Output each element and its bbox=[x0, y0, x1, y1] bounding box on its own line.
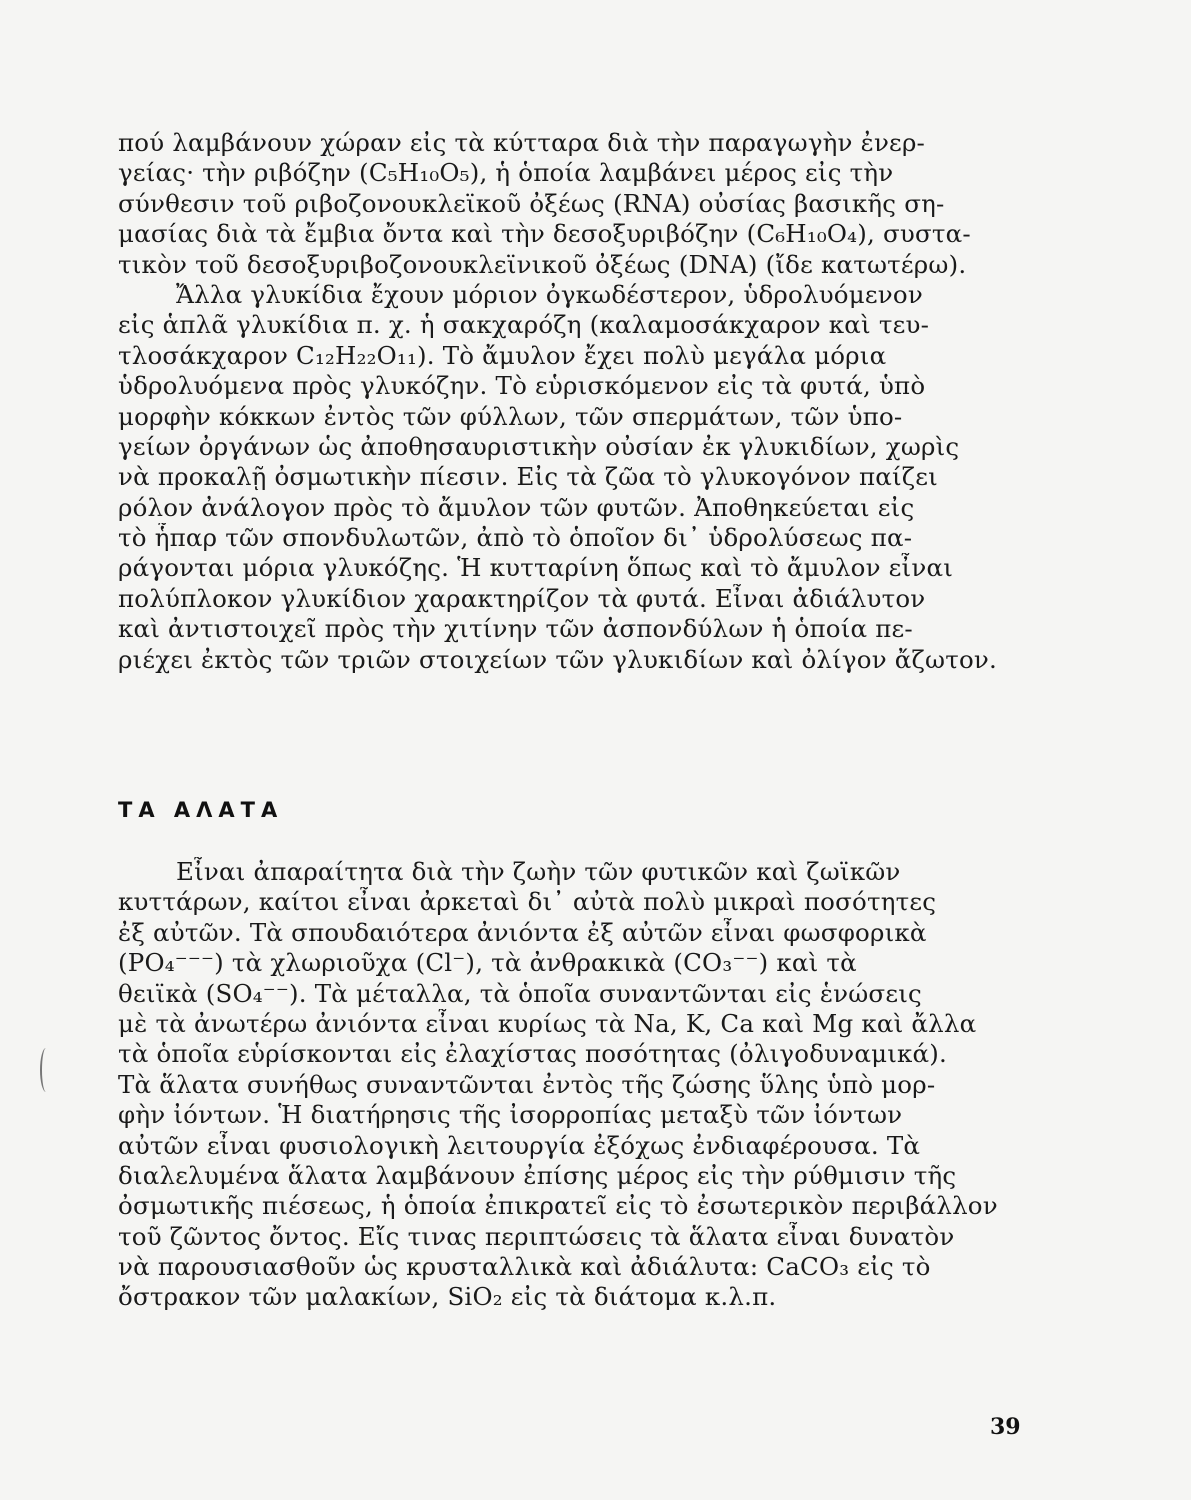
text-line: ἐξ αὐτῶν. Τὰ σπουδαιότερα ἀνιόντα ἐξ αὐτῶν εἶναι φωσφορικὰ bbox=[118, 917, 927, 947]
text-line: ὑδρολυόμενα πρὸς γλυκόζην. Τὸ εὑρισκόμενον εἰς τὰ φυτά, ὑπὸ bbox=[118, 371, 926, 401]
text-line: ράγονται μόρια γλυκόζης. Ἡ κυτταρίνη ὅπως καὶ τὸ ἄμυλον εἶναι bbox=[118, 553, 953, 583]
text-line: τὰ ὁποῖα εὑρίσκονται εἰς ἐλαχίστας ποσότητας (ὀλιγοδυναμικά). bbox=[118, 1039, 948, 1069]
paragraph-carbohydrates bbox=[118, 128, 1043, 675]
margin-pencil-mark bbox=[40, 1048, 52, 1092]
text-line: κυττάρων, καίτοι εἶναι ἀρκεταὶ δι᾽ αὐτὰ πολὺ μικραὶ ποσότητες bbox=[118, 887, 937, 917]
text-line: φὴν ἰόντων. Ἡ διατήρησις τῆς ἰσορροπίας μεταξὺ τῶν ἰόντων bbox=[118, 1100, 903, 1130]
text-line: πού λαμβάνουν χώραν εἰς τὰ κύτταρα διὰ τὴν παραγωγὴν ἐνερ- bbox=[118, 128, 926, 157]
text-line: θειϊκὰ (SO₄⁻⁻). Τὰ μέταλλα, τὰ ὁποῖα συναντῶνται εἰς ἑνώσεις bbox=[118, 978, 922, 1008]
text-line: πολύπλοκον γλυκίδιον χαρακτηρίζον τὰ φυτά. Εἶναι ἀδιάλυτον bbox=[118, 583, 926, 613]
text-line: τλοσάκχαρον C₁₂H₂₂O₁₁). Τὸ ἄμυλον ἔχει πολὺ μεγάλα μόρια bbox=[118, 340, 887, 370]
text-line: διαλελυμένα ἅλατα λαμβάνουν ἐπίσης μέρος εἰς τὴν ρύθμισιν τῆς bbox=[118, 1160, 957, 1190]
text-line: ὀσμωτικῆς πιέσεως, ἡ ὁποία ἐπικρατεῖ εἰς τὸ ἐσωτερικὸν περιβάλλον bbox=[118, 1191, 998, 1221]
section-heading: ΤΑ ΑΛΑΤΑ bbox=[118, 798, 284, 822]
paragraph-salts bbox=[118, 857, 1043, 1313]
page-number: 39 bbox=[990, 1414, 1021, 1440]
text-line: (PO₄⁻⁻⁻) τὰ χλωριοῦχα (Cl⁻), τὰ ἀνθρακικὰ (CO₃⁻⁻) καὶ τὰ bbox=[118, 948, 857, 978]
text-line: μασίας διὰ τὰ ἔμβια ὄντα καὶ τὴν δεσοξυριβόζην (C₆H₁₀O₄), συστα- bbox=[118, 219, 971, 249]
text-line: νὰ προκαλῇ ὀσμωτικὴν πίεσιν. Εἰς τὰ ζῶα τὸ γλυκογόνον παίζει bbox=[118, 462, 938, 492]
text-line: εἰς ἁπλᾶ γλυκίδια π. χ. ἡ σακχαρόζη (καλαμοσάκχαρον καὶ τευ- bbox=[118, 310, 930, 340]
text-line: γείας· τὴν ριβόζην (C₅H₁₀O₅), ἡ ὁποία λαμβάνει μέρος εἰς τὴν bbox=[118, 158, 894, 188]
text-line: Εἶναι ἀπαραίτητα διὰ τὴν ζωὴν τῶν φυτικῶν καὶ ζωϊκῶν bbox=[176, 857, 901, 886]
text-line: ριέχει ἐκτὸς τῶν τριῶν στοιχείων τῶν γλυκιδίων καὶ ὀλίγον ἄζωτον. bbox=[118, 644, 997, 674]
text-line: Ἄλλα γλυκίδια ἔχουν μόριον ὀγκωδέστερον, ὑδρολυόμενον bbox=[176, 279, 923, 309]
text-line: τὸ ἧπαρ τῶν σπονδυλωτῶν, ἀπὸ τὸ ὁποῖον δι᾽ ὑδρολύσεως πα- bbox=[118, 523, 913, 553]
text-line: νὰ παρουσιασθοῦν ὡς κρυσταλλικὰ καὶ ἀδιάλυτα: CaCO₃ εἰς τὸ bbox=[118, 1252, 931, 1282]
text-line: αὐτῶν εἶναι φυσιολογικὴ λειτουργία ἐξόχως ἐνδιαφέρουσα. Τὰ bbox=[118, 1130, 921, 1160]
text-line: σύνθεσιν τοῦ ριβοζονουκλεϊκοῦ ὀξέως (RNA) οὐσίας βασικῆς ση- bbox=[118, 188, 945, 218]
text-line: ρόλον ἀνάλογον πρὸς τὸ ἄμυλον τῶν φυτῶν. Ἀποθηκεύεται εἰς bbox=[118, 492, 915, 522]
text-line: μὲ τὰ ἀνωτέρω ἀνιόντα εἶναι κυρίως τὰ Na, K, Ca καὶ Mg καὶ ἄλλα bbox=[118, 1008, 977, 1038]
text-line: τοῦ ζῶντος ὄντος. Εἴς τινας περιπτώσεις τὰ ἅλατα εἶναι δυνατὸν bbox=[118, 1221, 955, 1251]
text-line: γείων ὀργάνων ὡς ἀποθησαυριστικὴν οὐσίαν ἐκ γλυκιδίων, χωρὶς bbox=[118, 431, 960, 461]
text-line: τικὸν τοῦ δεσοξυριβοζονουκλεϊνικοῦ ὀξέως (DNA) (ἴδε κατωτέρω). bbox=[118, 249, 967, 279]
text-line: μορφὴν κόκκων ἐντὸς τῶν φύλλων, τῶν σπερμάτων, τῶν ὑπο- bbox=[118, 401, 903, 431]
text-line: ὄστρακον τῶν μαλακίων, SiO₂ εἰς τὰ διάτομα κ.λ.π. bbox=[118, 1282, 777, 1312]
text-line: Τὰ ἅλατα συνήθως συναντῶνται ἐντὸς τῆς ζώσης ὕλης ὑπὸ μορ- bbox=[118, 1069, 936, 1099]
text-line: καὶ ἀντιστοιχεῖ πρὸς τὴν χιτίνην τῶν ἀσπονδύλων ἡ ὁποία πε- bbox=[118, 614, 913, 644]
